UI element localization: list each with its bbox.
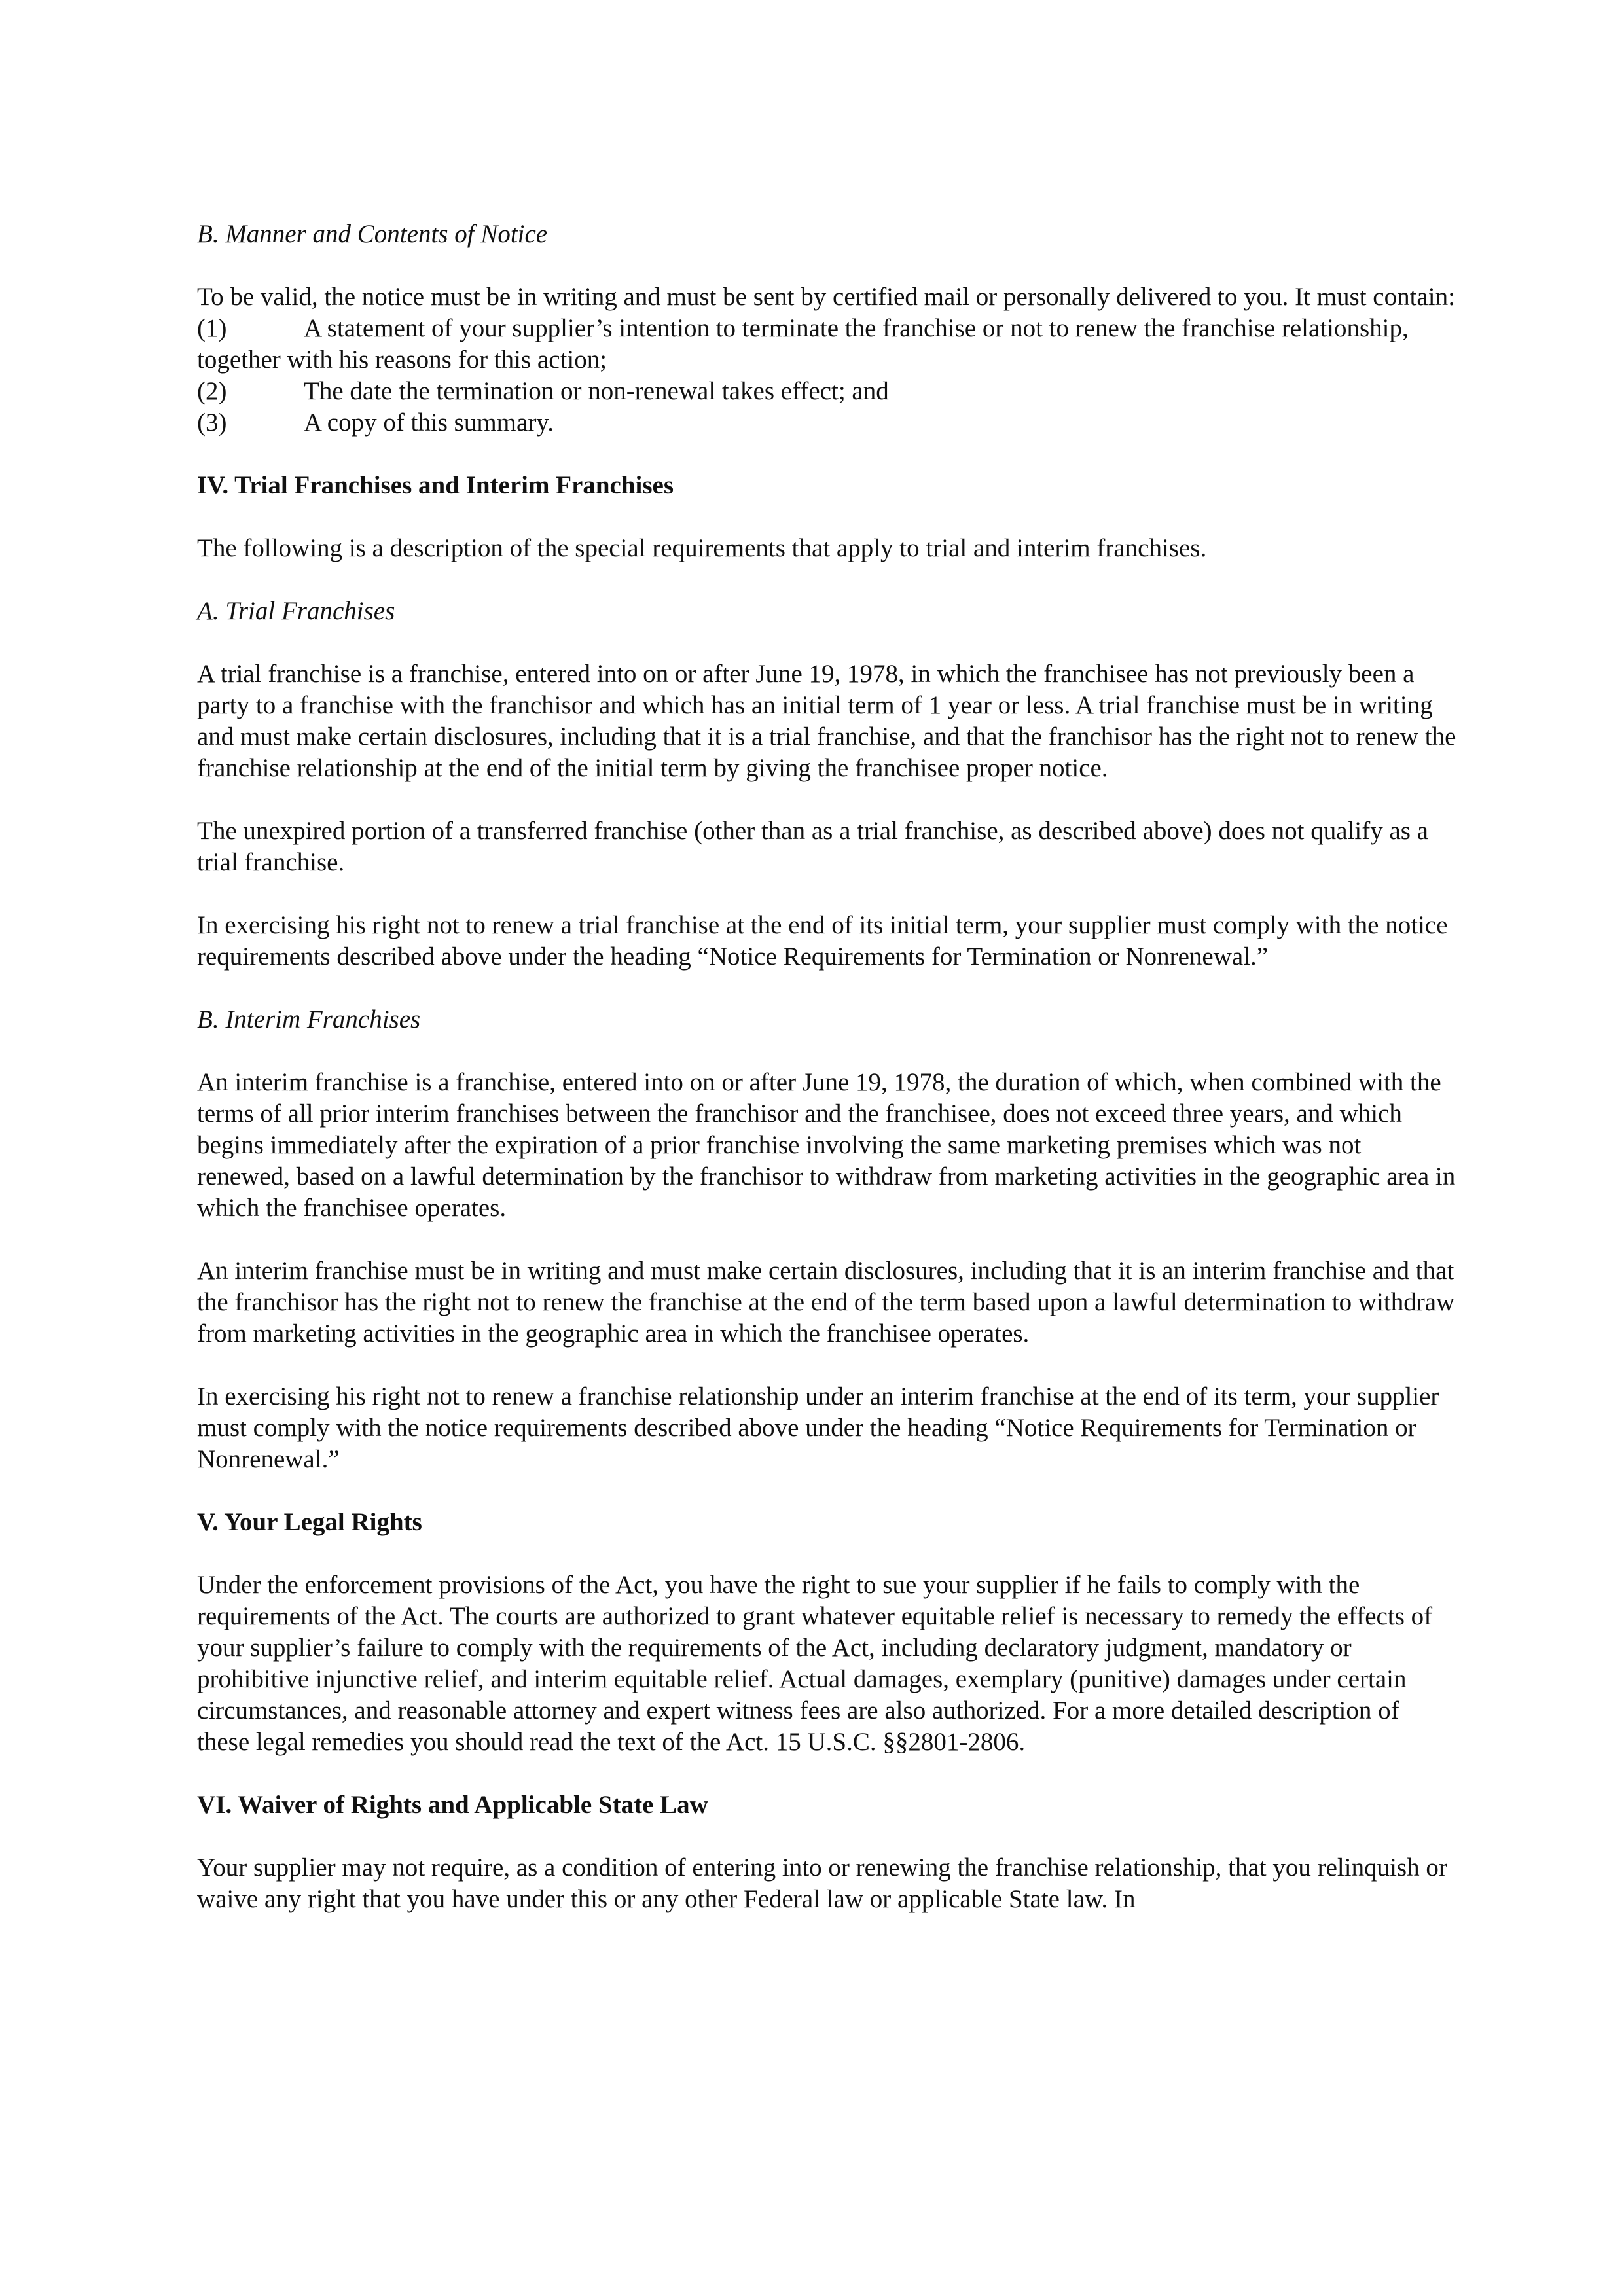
- interim-franchise-paragraph-2: An interim franchise must be in writing and must make certain disclosures, including that it is an interim franchise and that the franchisor has the right not to renew the franchise at the end of the term based upon a lawful determination to withdraw from marketing activities in the geographic area in which the franchisee operates.: [197, 1257, 1455, 1348]
- list-item: [197, 313, 1457, 376]
- list-item: [197, 376, 1457, 407]
- section-heading-vi: VI. Waiver of Rights and Applicable State Law: [197, 1791, 708, 1819]
- section-heading-iv: IV. Trial Franchises and Interim Franchises: [197, 471, 674, 499]
- list-item: [197, 407, 1457, 439]
- list-item-text: The date the termination or non-renewal takes effect; and: [304, 377, 889, 405]
- list-item-number: (3): [197, 408, 227, 437]
- notice-requirements-list: [197, 313, 1457, 439]
- document-page: [197, 219, 1457, 1915]
- trial-franchise-paragraph-2: The unexpired portion of a transferred franchise (other than as a trial franchise, as described above) does not qualify as a trial franchise.: [197, 817, 1428, 876]
- notice-intro-paragraph: To be valid, the notice must be in writing and must be sent by certified mail or personally delivered to you. It must contain:: [197, 283, 1455, 311]
- subheading-trial-franchises: A. Trial Franchises: [197, 597, 395, 625]
- trial-interim-intro-paragraph: The following is a description of the special requirements that apply to trial and interim franchises.: [197, 534, 1207, 562]
- legal-rights-paragraph: Under the enforcement provisions of the Act, you have the right to sue your supplier if he fails to comply with the requirements of the Act. The courts are authorized to grant whatever equitable relief is necessary to remedy the effects of your supplier’s failure to comply with the requirements of the Act, including declaratory judgment, mandatory or prohibitive injunctive relief, and interim equitable relief. Actual damages, exemplary (punitive) damages under certain circumstances, and reasonable attorney and expert witness fees are also authorized. For a more detailed description of these legal remedies you should read the text of the Act. 15 U.S.C. §§2801-2806.: [197, 1571, 1433, 1756]
- list-item-number: (1): [197, 314, 227, 342]
- list-item-number: (2): [197, 377, 227, 405]
- subheading-interim-franchises: B. Interim Franchises: [197, 1005, 421, 1033]
- subheading-manner-contents-notice: B. Manner and Contents of Notice: [197, 220, 548, 248]
- trial-franchise-paragraph-1: A trial franchise is a franchise, entered into on or after June 19, 1978, in which the franchisee has not previously been a party to a franchise with the franchisor and which has an initial term of 1 year or less. A trial franchise must be in writing and must make certain disclosures, including that it is a trial franchise, and that the franchisor has the right not to renew the franchise relationship at the end of the initial term by giving the franchisee proper notice.: [197, 660, 1456, 782]
- section-heading-v: V. Your Legal Rights: [197, 1508, 422, 1536]
- list-item-text: A copy of this summary.: [304, 408, 554, 437]
- list-item-text: A statement of your supplier’s intention to terminate the franchise or not to renew the franchise relationship, together with his reasons for this action;: [197, 314, 1409, 374]
- trial-franchise-paragraph-3: In exercising his right not to renew a trial franchise at the end of its initial term, your supplier must comply with the notice requirements described above under the heading “Notice Requirements for Termination or Nonrenewal.”: [197, 911, 1448, 971]
- interim-franchise-paragraph-3: In exercising his right not to renew a franchise relationship under an interim franchise at the end of its term, your supplier must comply with the notice requirements described above under the heading “Notice Requirements for Termination or Nonrenewal.”: [197, 1382, 1439, 1473]
- waiver-paragraph: Your supplier may not require, as a condition of entering into or renewing the franchise relationship, that you relinquish or waive any right that you have under this or any other Federal law or applicable State law. In: [197, 1854, 1447, 1913]
- interim-franchise-paragraph-1: An interim franchise is a franchise, entered into on or after June 19, 1978, the duration of which, when combined with the terms of all prior interim franchises between the franchisor and the franchisee, does not exceed three years, and which begins immediately after the expiration of a prior franchise involving the same marketing premises which was not renewed, based on a lawful determination by the franchisor to withdraw from marketing activities in the geographic area in which the franchisee operates.: [197, 1068, 1456, 1222]
